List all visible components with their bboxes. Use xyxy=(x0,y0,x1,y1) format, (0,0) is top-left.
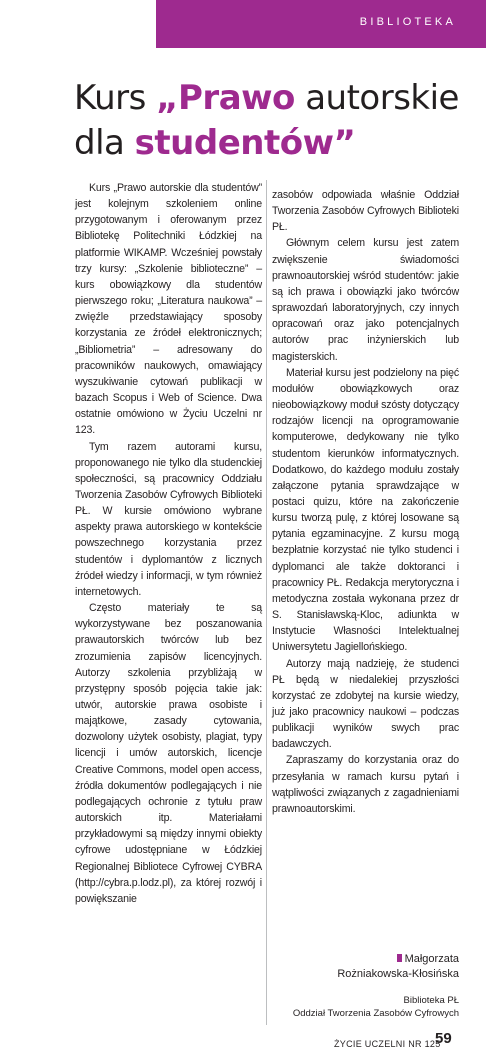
author-last-name: Rożniakowska-Kłosińska xyxy=(337,968,459,980)
paragraph: Głównym celem kursu jest zatem zwiększenie świadomości prawnoautorskiej wśród studentów: jakie są ich prawa i obowiązki jako twórców sprawozdań laboratoryjnych, czy innych opracowań oraz jako potencjalnych autorów prac inżynierskich lub magisterskich. xyxy=(272,237,459,363)
section-label: BIBLIOTEKA xyxy=(359,16,456,28)
paragraph: Często materiały te są wykorzystywane bez poszanowania prawautorskich twórców lub bez zrozumienia zapisów licencyjnych. Autorzy szkolenia przybliżają w przystępny sposób pojęcia takie jak: utwór, autorskie prawa osobiste i majątkowe, zasady cytowania, dozwolony użytek osobisty, plagiat, typy licencji i umów autorskich, licencje Creative Commons, model open access, źródła dokumentów podlegających i nie podlegających ochronie z tytułu praw autorskich itp. Materiałami przykładowymi są między innymi obiekty cyfrowe udostępniane w Łódzkiej Regionalnej Bibliotece Cyfrowej CYBRA (http://cybra.p.lodz.pl), za której rozwój i powiększanie xyxy=(75,602,262,905)
affiliation-library: Biblioteka PŁ xyxy=(403,995,459,1006)
title-part-5: studentów” xyxy=(134,123,356,163)
title-part-3: autorskie xyxy=(294,78,459,118)
author-byline xyxy=(272,952,459,982)
paragraph: Autorzy mają nadzieję, że studenci PŁ będą w niedalekiej przyszłości korzystać ze zdobytej na kursie wiedzy, już jako pracownicy naukowi – podczas publikacji wyników swych prac badawczych. xyxy=(272,657,459,751)
footer-magazine-label: ŻYCIE UCZELNI NR 125 xyxy=(334,1039,441,1049)
author-affiliation xyxy=(272,994,459,1020)
author-marker-icon xyxy=(397,954,402,962)
page-number: 59 xyxy=(435,1030,452,1047)
paragraph: Tym razem autorami kursu, proponowanego nie tylko dla studenckiej społeczności, są pracownicy Oddziału Tworzenia Zasobów Cyfrowych Biblioteki PŁ. W kursie omówiono wybrane aspekty prawa autorskiego w kontekście powszechnego korzystania przez studentów i dyplomantów z licznych źródeł wiedzy i informacji, w tym również internetowych. xyxy=(75,440,262,598)
right-column xyxy=(272,187,459,817)
paragraph: Zapraszamy do korzystania oraz do przesyłania w ramach kursu pytań i wątpliwości związanych z zagadnieniami prawnoautorskimi. xyxy=(272,754,459,815)
title-part-1: Kurs xyxy=(74,78,157,118)
column-divider xyxy=(266,180,267,1025)
title-part-2: „Prawo xyxy=(156,78,295,118)
section-banner xyxy=(156,0,486,48)
paragraph: Kurs „Prawo autorskie dla studentów” jest kolejnym szkoleniem online przygotowanym i oferowanym przez Bibliotekę Politechniki Łódzkiej na platformie WIKAMP. Wcześniej powstały trzy kursy: „Szkolenie biblioteczne” – kurs obowiązkowy dla studentów pierwszego roku; „Literatura naukowa” – zwięźle przedstawiający sposoby korzystania ze źródeł elektronicznych; „Bibliometria” – adresowany do pracowników naukowych, omawiający wyszukiwanie cytowań publikacji w bazach Scopus i Web of Science. Dwa ostatnie omówiono w Życiu Uczelni nr 123. xyxy=(75,182,262,437)
paragraph-continued: zasobów odpowiada właśnie Oddział Tworzenia Zasobów Cyfrowych Biblioteki PŁ. xyxy=(272,189,459,234)
article-title xyxy=(74,76,474,166)
author-first-name: Małgorzata xyxy=(404,953,459,965)
affiliation-department: Oddział Tworzenia Zasobów Cyfrowych xyxy=(292,1008,459,1019)
paragraph: Materiał kursu jest podzielony na pięć modułów obowiązkowych oraz nieobowiązkowy moduł szósty dotyczący rodzajów licencji na oprogramowanie komputerowe, dedykowany nie tylko studentom kierunków informatycznych. Dodatkowo, do każdego modułu zostały załączone pytania sprawdzające w postaci quizu, które na zakończenie kursu tworzą pulę, z której losowane są pytania egzaminacyjne. Z kursu mogą bezpłatnie korzystać nie tylko studenci i dyplomanci ale także doktoranci i pracownicy PŁ. Redakcja merytoryczna i metodyczna została wykonana przez dr S. Stanisławską-Kloc, adiunkta w Instytucie Własności Intelektualnej Uniwersytetu Jagiellońskiego. xyxy=(272,366,459,654)
left-column xyxy=(75,180,262,907)
title-part-4: dla xyxy=(74,123,135,163)
